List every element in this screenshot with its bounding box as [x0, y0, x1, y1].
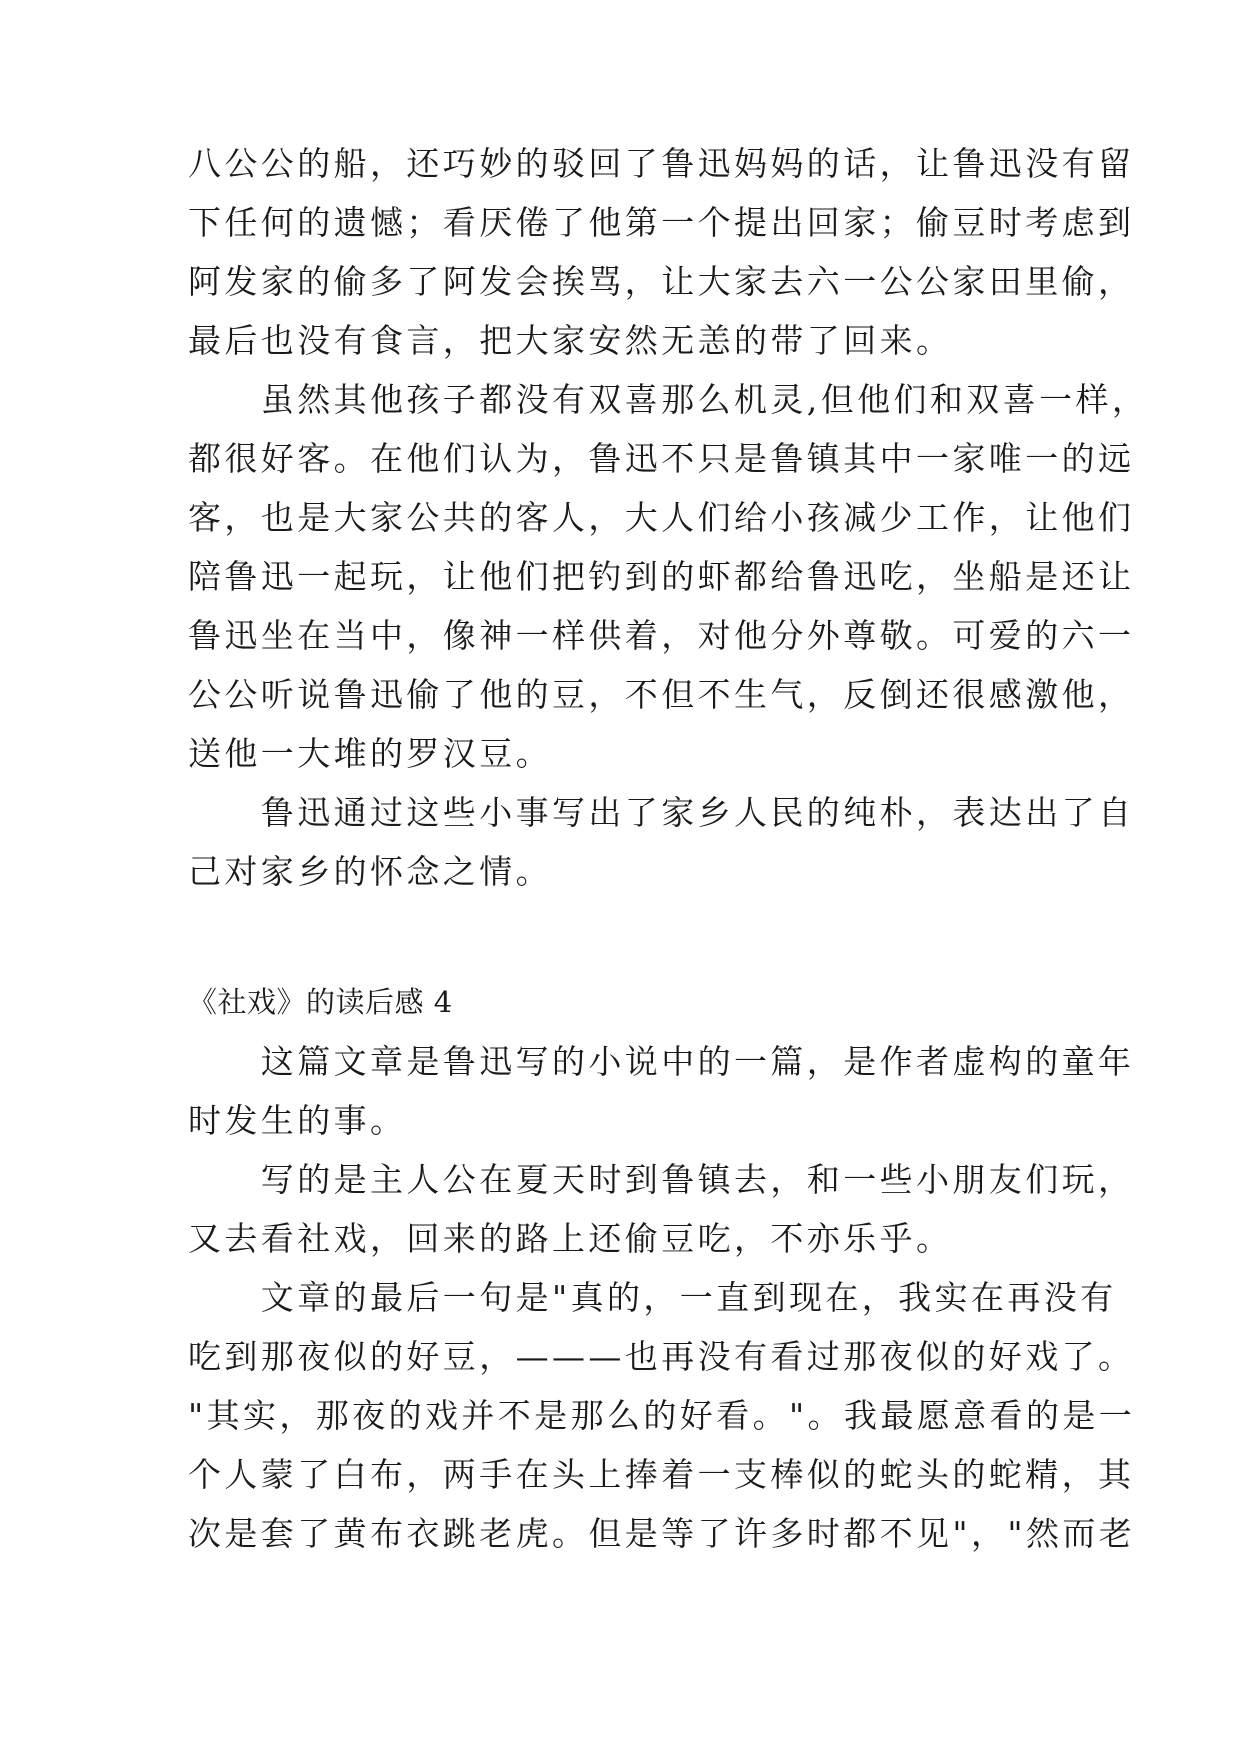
text-line: 最后也没有食言，把大家安然无恙的带了回来。	[188, 321, 953, 360]
paragraph-article-intro	[188, 1032, 1135, 1150]
text-line: 八公公的船，还巧妙的驳回了鲁迅妈妈的话，让鲁迅没有留	[188, 144, 1135, 183]
text-line: 虽然其他孩子都没有双喜那么机灵,但他们和双喜一样，	[188, 380, 1149, 419]
text-line: 阿发家的偷多了阿发会挨骂，让大家去六一公公家田里偷，	[188, 262, 1135, 301]
text-line: 公公听说鲁迅偷了他的豆，不但不生气，反倒还很感激他，	[188, 675, 1135, 714]
text-line: 都很好客。在他们认为，鲁迅不只是鲁镇其中一家唯一的远	[188, 439, 1135, 478]
text-line: 己对家乡的怀念之情。	[188, 852, 552, 891]
text-line: "其实，那夜的戏并不是那么的好看。"。我最愿意看的是一	[188, 1396, 1136, 1435]
text-line: 客，也是大家公共的客人，大人们给小孩减少工作，让他们	[188, 498, 1135, 537]
text-line: 次是套了黄布衣跳老虎。但是等了许多时都不见"，"然而老	[188, 1514, 1136, 1553]
text-line: 鲁迅坐在当中，像神一样供着，对他分外尊敬。可爱的六一	[188, 616, 1135, 655]
section-title-text: 《社戏》的读后感 4	[188, 985, 453, 1019]
text-line: 又去看社戏，回来的路上还偷豆吃，不亦乐乎。	[188, 1219, 953, 1258]
paragraph-last-sentence	[188, 1268, 1136, 1563]
paragraph-boat-and-escape	[188, 134, 1135, 370]
paragraph-hospitality	[188, 370, 1149, 783]
text-line: 个人蒙了白布，两手在头上捧着一支棒似的蛇头的蛇精，其	[188, 1455, 1135, 1494]
text-line: 送他一大堆的罗汉豆。	[188, 734, 552, 773]
text-line: 吃到那夜似的好豆，———也再没有看过那夜似的好戏了。	[188, 1337, 1135, 1376]
text-line: 下任何的遗憾；看厌倦了他第一个提出回家；偷豆时考虑到	[188, 203, 1135, 242]
text-line: 文章的最后一句是"真的，一直到现在，我实在再没有	[188, 1278, 1117, 1317]
text-line: 时发生的事。	[188, 1101, 407, 1140]
paragraph-story-summary	[188, 1150, 1135, 1268]
text-line: 写的是主人公在夏天时到鲁镇去，和一些小朋友们玩，	[188, 1160, 1135, 1199]
text-line: 鲁迅通过这些小事写出了家乡人民的纯朴，表达出了自	[188, 793, 1135, 832]
paragraph-conclusion	[188, 783, 1135, 901]
text-line: 这篇文章是鲁迅写的小说中的一篇，是作者虚构的童年	[188, 1042, 1135, 1081]
section-title	[188, 973, 1048, 1032]
text-line: 陪鲁迅一起玩，让他们把钓到的虾都给鲁迅吃，坐船是还让	[188, 557, 1135, 596]
